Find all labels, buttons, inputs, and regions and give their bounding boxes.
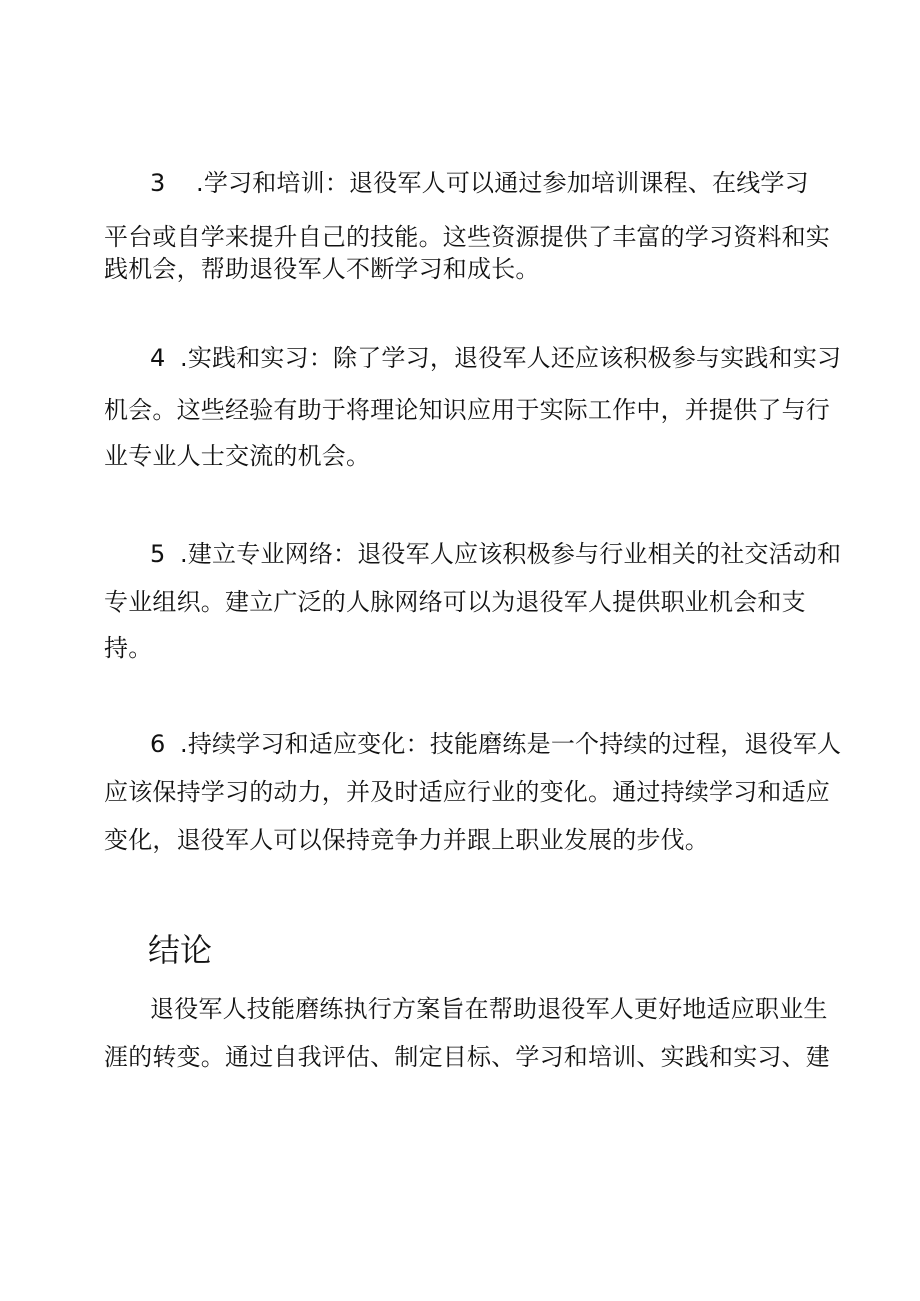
item-3-text-1: .学习和培训：退役军人可以通过参加培训课程、在线学习 (196, 169, 809, 197)
item-4-line-3: 业专业人士交流的机会。 (104, 442, 371, 470)
item-3-number: 3 (150, 169, 166, 197)
item-3-line-2: 平台或自学来提升自己的技能。这些资源提供了丰富的学习资料和实 (104, 223, 830, 251)
item-6-text-1: .持续学习和适应变化：技能磨练是一个持续的过程，退役军人 (180, 730, 842, 758)
item-6-line-2: 应该保持学习的动力，并及时适应行业的变化。通过持续学习和适应 (104, 778, 830, 806)
item-4-text-1: .实践和实习：除了学习，退役军人还应该积极参与实践和实习 (180, 344, 842, 372)
item-3-line-1 (150, 166, 870, 200)
item-6-line-1 (150, 727, 870, 761)
item-4-number: 4 (150, 344, 166, 372)
conclusion-heading: 结论 (148, 931, 213, 969)
item-6-number: 6 (150, 730, 166, 758)
item-5-line-3: 持。 (104, 634, 153, 662)
item-5-text-1: .建立专业网络：退役军人应该积极参与行业相关的社交活动和 (180, 540, 842, 568)
conclusion-line-2: 涯的转变。通过自我评估、制定目标、学习和培训、实践和实习、建 (104, 1043, 830, 1071)
item-3-line-3: 践机会，帮助退役军人不断学习和成长。 (104, 255, 540, 283)
item-4-line-1 (150, 341, 870, 375)
item-6-line-3: 变化，退役军人可以保持竞争力并跟上职业发展的步伐。 (104, 826, 709, 854)
item-5-line-1 (150, 537, 870, 571)
item-4-line-2: 机会。这些经验有助于将理论知识应用于实际工作中，并提供了与行 (104, 396, 830, 424)
item-5-number: 5 (150, 540, 166, 568)
conclusion-line-1: 退役军人技能磨练执行方案旨在帮助退役军人更好地适应职业生 (150, 995, 828, 1023)
item-5-line-2: 专业组织。建立广泛的人脉网络可以为退役军人提供职业机会和支 (104, 588, 806, 616)
